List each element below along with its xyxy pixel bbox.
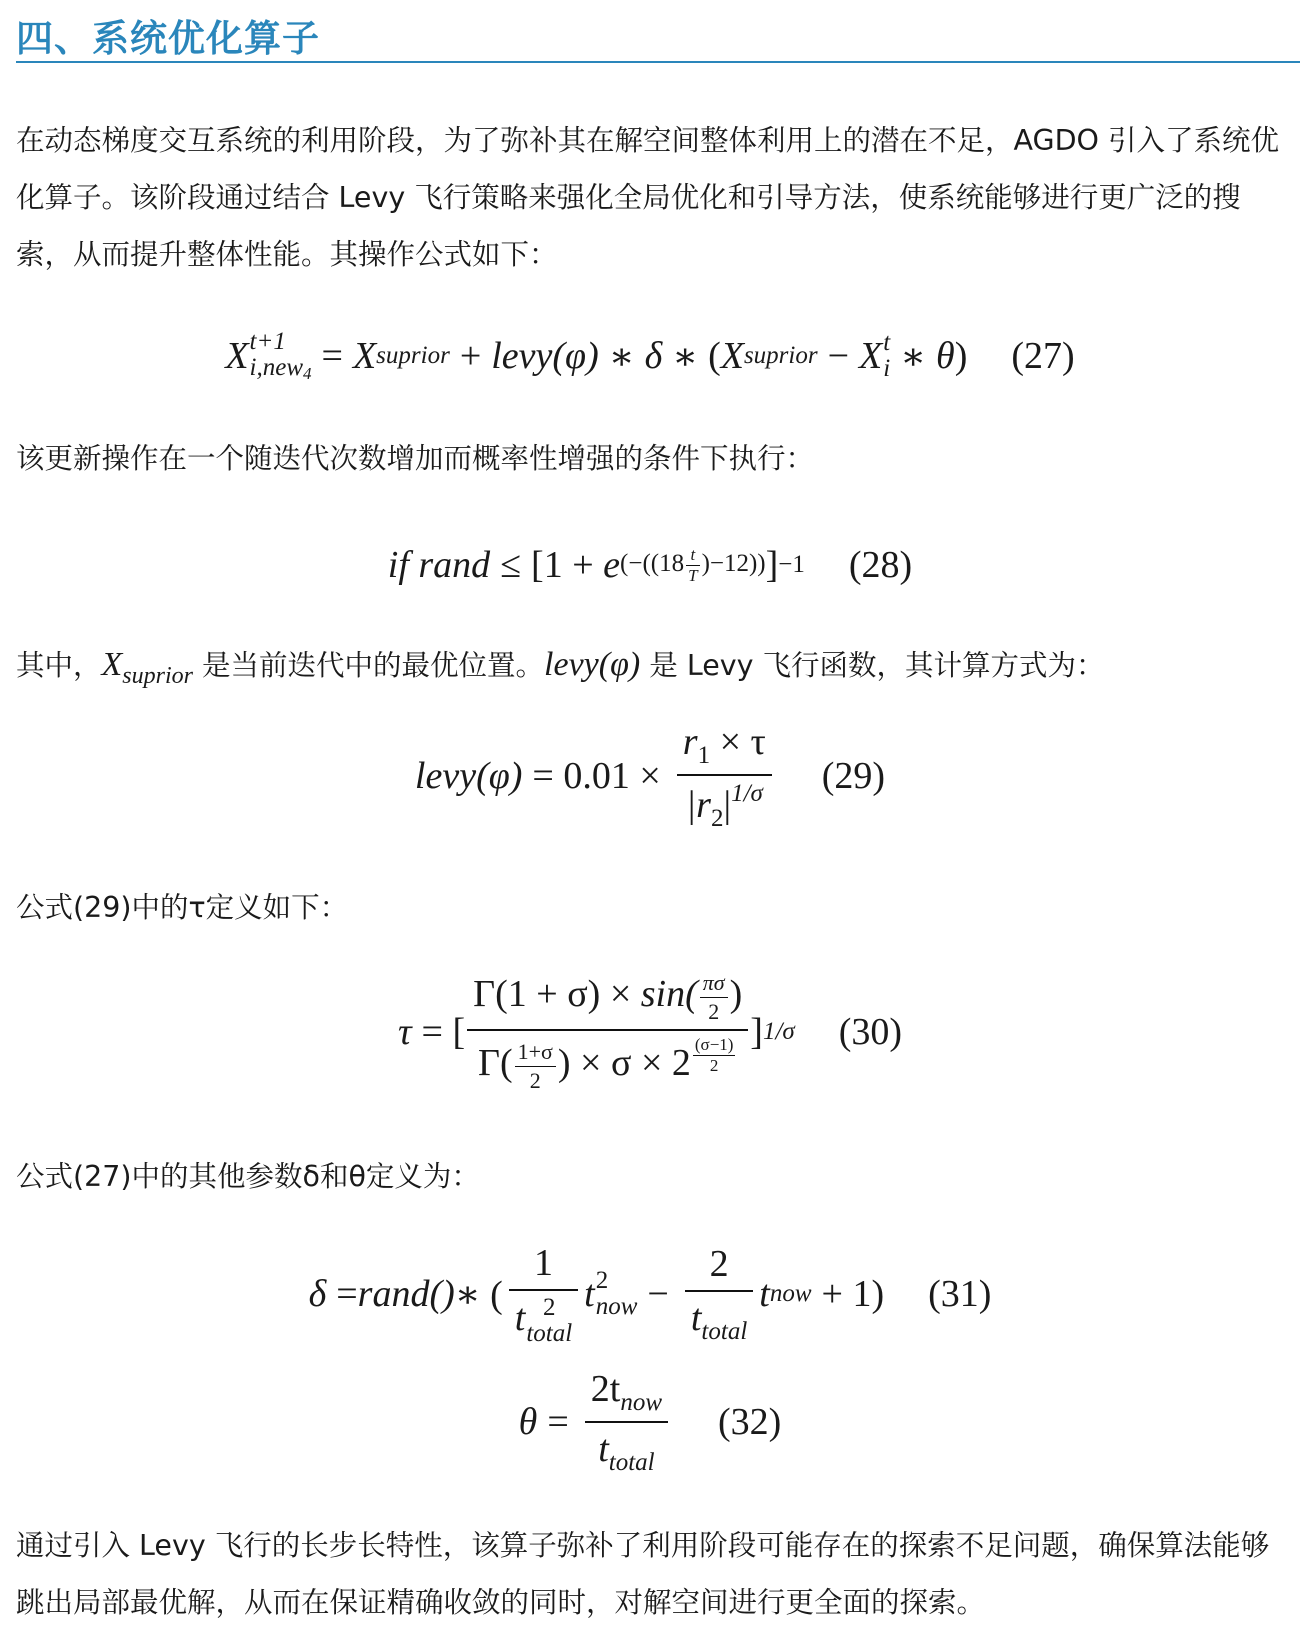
math-token: ] <box>750 1011 763 1053</box>
math-numerator: 1+σ <box>515 1039 556 1067</box>
math-sub: 2 <box>710 804 724 832</box>
math-op: − <box>647 1273 669 1315</box>
paragraph-definitions <box>16 636 1286 705</box>
math-sub: suprior <box>743 342 818 369</box>
math-token: δ <box>308 1273 327 1315</box>
math-token: t <box>584 1273 595 1315</box>
math-sup: )−12)) <box>701 549 766 577</box>
math-token: r <box>682 720 698 763</box>
math-token: X <box>101 646 123 683</box>
math-sub: suprior <box>376 342 450 369</box>
equation-number: (29) <box>821 755 886 797</box>
math-sub: total <box>526 1320 573 1347</box>
heading-underline <box>16 61 1300 63</box>
math-sup: (−((18 <box>620 549 685 577</box>
math-token: ( <box>708 335 721 377</box>
math-token: | <box>723 783 732 826</box>
math-token: Γ(1 + σ) × <box>473 973 641 1016</box>
math-sup: t <box>883 328 891 356</box>
equation-30 <box>0 972 1300 1092</box>
math-token: ) <box>729 973 743 1016</box>
math-token: levy(φ) <box>414 755 523 797</box>
math-op: ∗ ( <box>454 1273 503 1316</box>
math-sub: 1 <box>697 741 711 769</box>
math-sub: suprior <box>122 663 193 689</box>
math-numerator: (σ−1) <box>694 1035 734 1054</box>
math-token: X <box>352 335 377 377</box>
math-token: |r <box>685 783 711 826</box>
math-sub: now <box>595 1293 638 1320</box>
math-sub: 4 <box>303 364 312 384</box>
math-token: sin( <box>640 973 698 1016</box>
math-op: ∗ <box>900 335 927 378</box>
equation-number: (28) <box>848 544 913 586</box>
math-token: t <box>690 1297 702 1339</box>
math-sup: 1/σ <box>762 1018 795 1045</box>
math-sup: −1 <box>778 551 805 578</box>
math-op: = <box>321 335 343 377</box>
math-token: rand() <box>357 1273 455 1315</box>
math-token: t <box>514 1296 526 1339</box>
equation-number: (30) <box>838 1011 903 1053</box>
math-token: [1 + <box>531 544 594 586</box>
math-sub: now <box>620 1389 663 1416</box>
math-op: ∗ <box>672 335 699 378</box>
math-token: X <box>225 335 249 377</box>
math-token: e <box>603 544 621 586</box>
equation-29 <box>0 720 1300 832</box>
equation-number: (27) <box>1011 335 1075 377</box>
section-heading: 四、系统优化算子 <box>16 17 320 60</box>
math-token: ] <box>765 544 779 586</box>
equation-number: (32) <box>718 1401 782 1443</box>
equation-number: (31) <box>928 1273 992 1315</box>
math-op: = <box>547 1401 569 1443</box>
math-token: t <box>598 1428 609 1470</box>
math-sub: i,new <box>249 354 304 382</box>
text: 其中， <box>16 649 102 682</box>
math-sup: 1/σ <box>731 779 763 807</box>
paragraph-conclusion: 通过引入 Levy 飞行的长步长特性，该算子弥补了利用阶段可能存在的探索不足问题，确保算法能够跳出局部最优解，从而在保证精确收敛的同时，对解空间进行更全面的探索。 <box>16 1529 1270 1619</box>
math-sup: t+1 <box>249 327 286 355</box>
math-token: θ <box>936 335 955 377</box>
math-op: ∗ <box>608 335 635 378</box>
paragraph-tau: 公式(29)中的τ定义如下： <box>16 891 349 924</box>
text: 是 Levy 飞行函数，其计算方式为： <box>640 649 1105 682</box>
math-token: θ <box>518 1401 538 1443</box>
math-token: ) × σ × 2 <box>557 1042 691 1085</box>
math-op: + <box>459 335 482 377</box>
equation-32 <box>0 1368 1300 1476</box>
math-sub: now <box>769 1280 812 1307</box>
math-token: 2t <box>590 1368 621 1410</box>
math-token: ) <box>954 335 968 377</box>
math-op: = <box>336 1273 358 1315</box>
equation-31 <box>0 1241 1300 1347</box>
paragraph-condition: 该更新操作在一个随迭代次数增加而概率性增强的条件下执行： <box>16 442 815 475</box>
math-denominator: 2 <box>708 999 720 1024</box>
math-numerator: t <box>686 545 699 566</box>
math-sup: 2 <box>543 1293 556 1321</box>
math-op: = [ <box>421 1011 466 1053</box>
math-numerator: πσ <box>700 970 728 998</box>
paragraph-intro: 在动态梯度交互系统的利用阶段，为了弥补其在解空间整体利用上的潜在不足，AGDO 引入了系统优化算子。该阶段通过结合 Levy 飞行策略来强化全局优化和引导方法，使系统能够进行更广泛的搜索，从而提升整体性能。其操作公式如下： <box>16 124 1280 271</box>
math-token: Γ( <box>477 1042 513 1085</box>
math-token: δ <box>644 335 663 377</box>
math-op: ≤ <box>500 544 522 586</box>
math-token: + 1) <box>821 1273 885 1315</box>
math-token: t <box>759 1273 770 1315</box>
math-token: levy(φ) <box>544 646 641 683</box>
math-sub: total <box>608 1449 655 1476</box>
math-token: X <box>859 335 883 377</box>
paragraph-params: 公式(27)中的其他参数δ和θ定义为： <box>16 1160 480 1193</box>
equation-28 <box>0 530 1300 600</box>
math-token: X <box>720 335 744 377</box>
math-denominator: T <box>688 565 698 585</box>
math-op: = 0.01 × <box>532 755 661 797</box>
equation-27 <box>0 326 1300 386</box>
math-token: if rand <box>387 544 491 586</box>
math-numerator: 1 <box>509 1241 578 1291</box>
math-op: − <box>827 335 850 377</box>
math-denominator: 2 <box>709 1056 719 1075</box>
math-sup: 2 <box>595 1266 609 1294</box>
math-token: τ <box>397 1011 412 1053</box>
math-numerator: 2 <box>685 1242 753 1292</box>
math-sub: i <box>883 355 891 382</box>
math-token: × τ <box>719 720 766 763</box>
math-token: levy(φ) <box>491 335 599 377</box>
math-sub: total <box>701 1318 748 1345</box>
text: 是当前迭代中的最优位置。 <box>192 649 545 682</box>
math-denominator: 2 <box>529 1068 541 1094</box>
